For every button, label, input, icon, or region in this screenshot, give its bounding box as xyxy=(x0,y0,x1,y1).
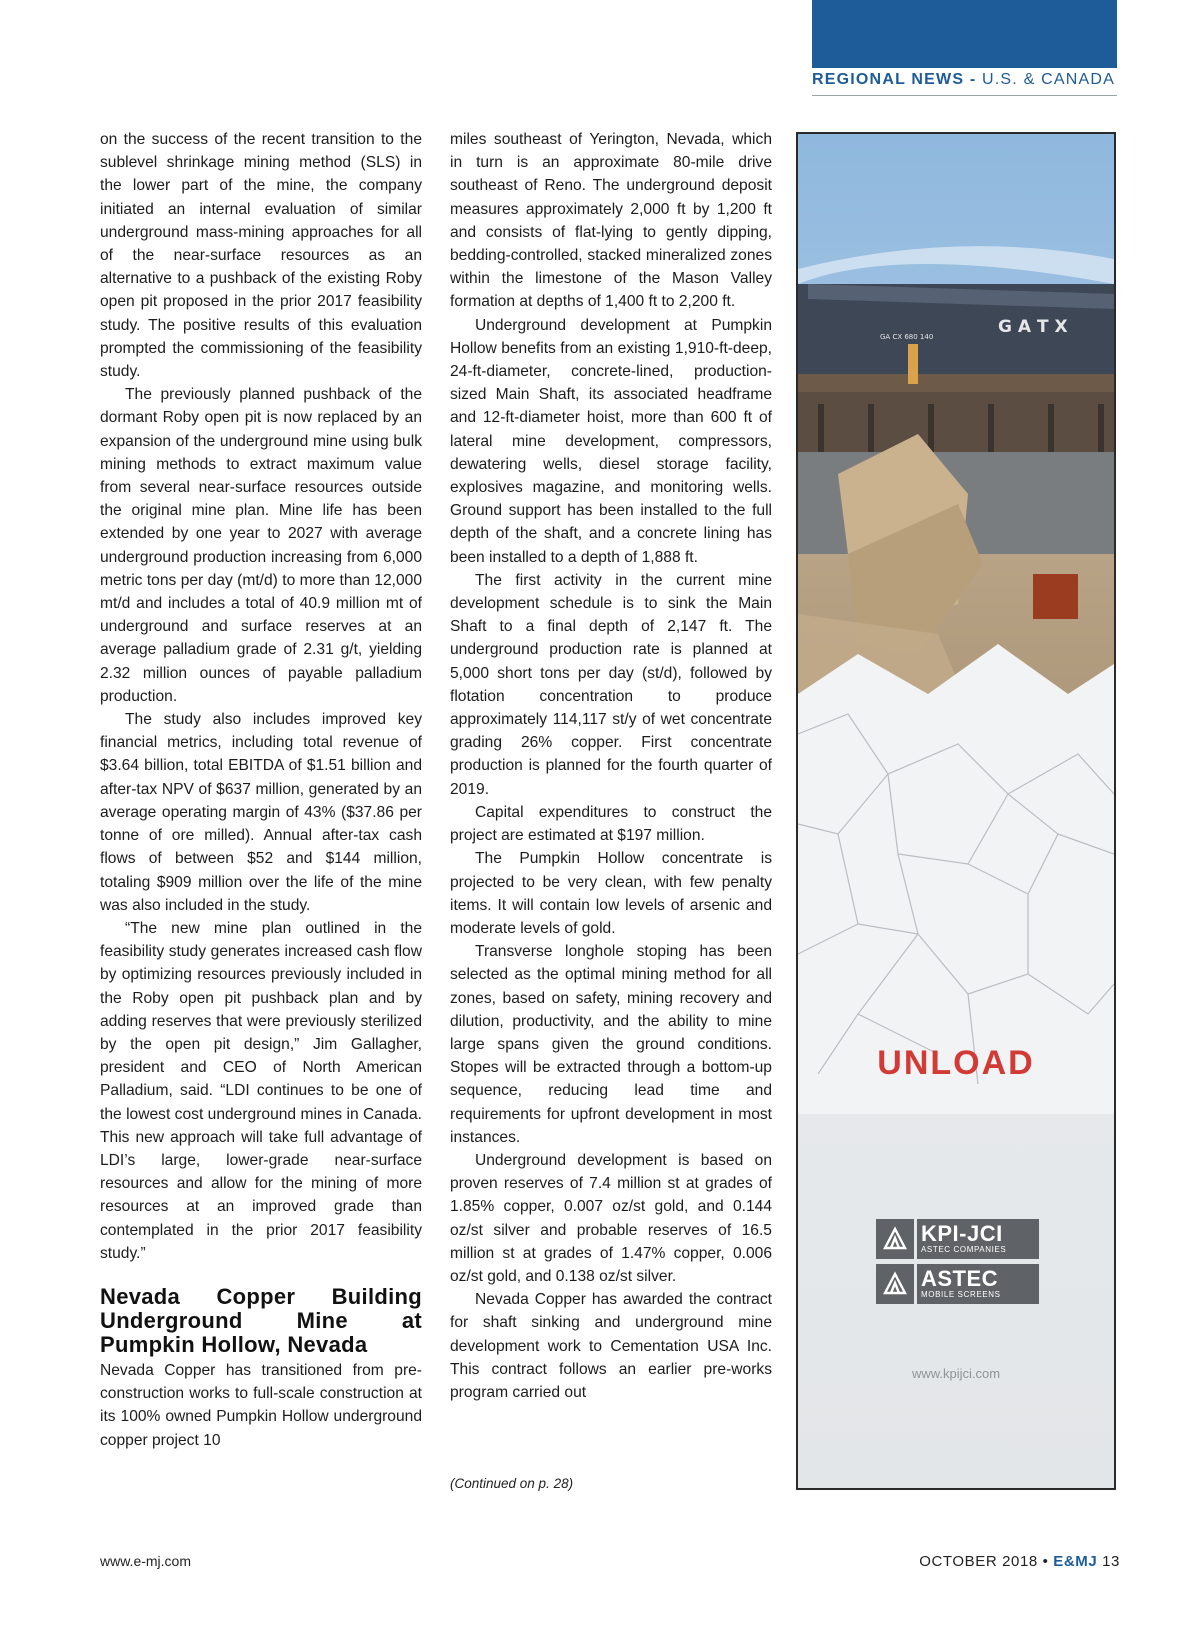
issue-date: OCTOBER 2018 • xyxy=(919,1553,1049,1570)
logo-name: ASTEC xyxy=(921,1266,999,1291)
logo-subtitle: MOBILE SCREENS xyxy=(921,1290,1001,1299)
ad-headline: UNLOAD xyxy=(877,1044,1035,1082)
paragraph: The previously planned pushback of the dormant Roby open pit is now replaced by an expansion of the underground mine using bulk mining methods to extract maximum value from several near-surface resources outside the original mine plan. Mine life has been extended by one year to 2027 with average underground production increasing from 6,000 metric tons per day (mt/d) to more than 12,000 mt/d and includes a total of 40.9 million mt of underground and surface reserves at an average palladium grade of 2.31 g/t, yielding 2.32 million ounces of payable palladium production. xyxy=(100,386,422,705)
article-column-middle xyxy=(450,128,772,1404)
railcar-small-lettering: GA CX 680 140 xyxy=(880,333,934,341)
paragraph: miles southeast of Yerington, Nevada, which in turn is an approximate 80-mile drive southeast of Reno. The underground deposit measures approximately 2,000 ft by 1,200 ft and consists of flat-lying to gently dipping, bedding-controlled, stacked mineralized zones within the limestone of the Mason Valley formation at depths of 1,400 ft to 2,200 ft. xyxy=(450,131,772,311)
paragraph: The study also includes improved key financial metrics, including total revenue of $3.64 billion, total EBITDA of $1.51 billion and after-tax NPV of $637 million, generated by an average operating margin of 43% ($37.86 per tonne of ore milled). Annual after-tax cash flows of between $52 and $144 million, totaling $909 million over the life of the mine was also included in the study. xyxy=(100,711,422,914)
paragraph: The Pumpkin Hollow concentrate is projected to be very clean, with few penalty items. It will contain low levels of arsenic and moderate levels of gold. xyxy=(450,850,772,937)
logo-subtitle: ASTEC COMPANIES xyxy=(921,1245,1007,1254)
kpi-jci-logo xyxy=(876,1219,1039,1259)
footer-website[interactable]: www.e-mj.com xyxy=(100,1553,192,1569)
astec-logo xyxy=(876,1264,1039,1304)
article-column-left xyxy=(100,128,422,1452)
paragraph: “The new mine plan outlined in the feasibility study generates increased cash flow by optimizing resources previously included in the Roby open pit pushback plan and by adding reserves that were previously sterilized by the open pit design,” Jim Gallagher, president and CEO of North American Palladium, said. “LDI continues to be one of the lowest cost underground mines in Canada. This new approach will take full advantage of LDI’s large, lower-grade near-surface resources and allow for the mining of more resources at an improved grade than contemplated in the prior 2017 feasibility study.” xyxy=(100,919,422,1262)
footer-folio xyxy=(919,1553,1120,1570)
section-subtitle: U.S. & CANADA xyxy=(982,71,1115,88)
paragraph: Transverse longhole stoping has been selected as the optimal mining method for all zones, based on safety, mining recovery and dilution, productivity, and the ability to mine large spans given the ground conditions. Stopes will be extracted through a bottom-up sequence, reducing lead time and requirements for upfront development in most instances. xyxy=(450,943,772,1146)
logo-name: KPI-JCI xyxy=(921,1221,1003,1246)
advertisement[interactable] xyxy=(796,132,1116,1490)
section-title: REGIONAL NEWS - xyxy=(812,71,977,88)
paragraph: Nevada Copper has awarded the contract for shaft sinking and underground mine development work to Cementation USA Inc. This contract follows an earlier pre-works program carried out xyxy=(450,1291,772,1401)
railcar-lettering: G A T X xyxy=(998,317,1068,337)
tent-logo-icon xyxy=(876,1219,914,1259)
page-number: 13 xyxy=(1102,1553,1120,1570)
paragraph: Underground development is based on proven reserves of 7.4 million st at grades of 1.85% copper, 0.007 oz/st gold, and 0.144 oz/st silver and probable reserves of 16.5 million st at grades of 1.47% copper, 0.006 oz/st gold, and 0.138 oz/st silver. xyxy=(450,1151,772,1285)
section-header xyxy=(812,69,1117,96)
header-color-bar xyxy=(812,0,1117,68)
paragraph: Underground development at Pumpkin Hollow benefits from an existing 1,910-ft-deep, 24-ft-diameter, concrete-lined, production-sized Main Shaft, its associated headframe and 12-ft-diameter hoist, more than 600 ft of lateral mine development, compressors, dewatering wells, diesel storage facility, explosives magazine, and monitoring wells. Ground support has been installed to the full depth of the shaft, and a concrete lining has been installed to a depth of 1,888 ft. xyxy=(450,316,772,566)
ad-photo-railcar-unloading xyxy=(798,134,1114,1114)
tent-logo-icon xyxy=(876,1264,914,1304)
paragraph: Nevada Copper has transitioned from pre-construction works to full-scale construction at its 100% owned Pumpkin Hollow underground copper project 10 xyxy=(100,1361,422,1449)
continued-note: (Continued on p. 28) xyxy=(450,1476,574,1491)
ad-website-link[interactable]: www.kpijci.com xyxy=(911,1366,1001,1381)
publication-name: E&MJ xyxy=(1053,1553,1098,1570)
paragraph: on the success of the recent transition to the sublevel shrinkage mining method (SLS) in the lower part of the mine, the company initiated an internal evaluation of similar underground mass-mining approaches for all of the near-surface resources as an alternative to a pushback of the existing Roby open pit proposed in the prior 2017 feasibility study. The positive results of this evaluation prompted the commissioning of the feasibility study. xyxy=(100,131,422,381)
paragraph: The first activity in the current mine development schedule is to sink the Main Shaft to a final depth of 2,147 ft. The underground production rate is planned at 5,000 short tons per day (st/d), followed by flotation concentration to produce approximately 114,117 st/y of wet concentrate grading 26% copper. First concentrate production is planned for the fourth quarter of 2019. xyxy=(450,571,772,798)
paragraph: Capital expenditures to construct the project are estimated at $197 million. xyxy=(450,803,772,845)
article-heading: Nevada Copper Building Underground Mine at Pumpkin Hollow, Nevada xyxy=(100,1283,422,1357)
